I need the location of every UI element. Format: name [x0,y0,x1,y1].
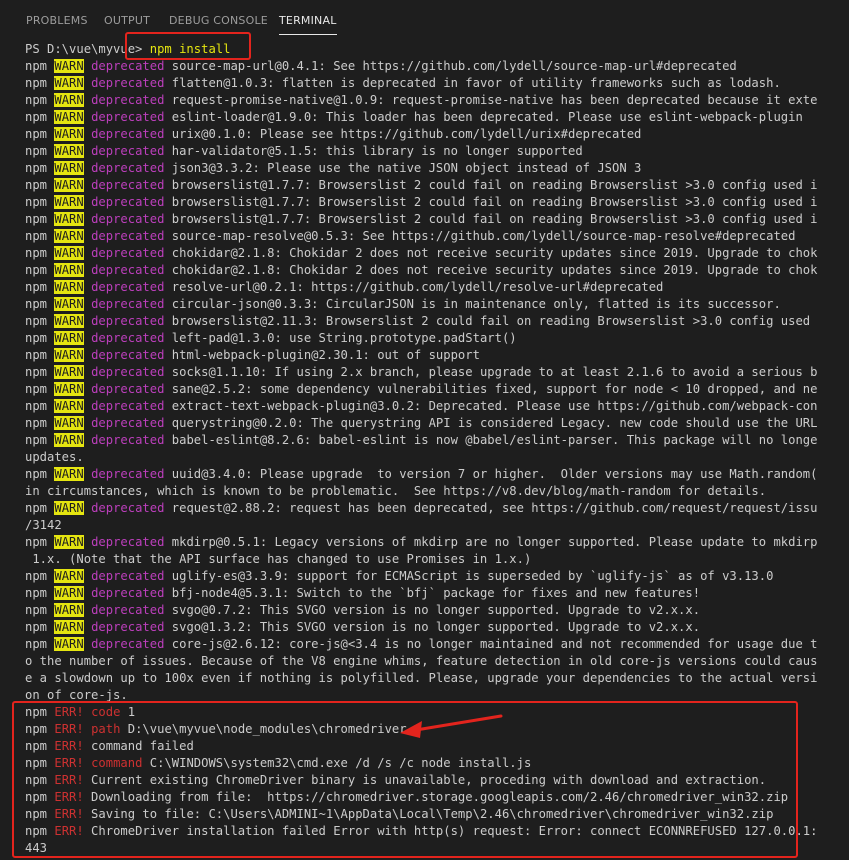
warn-badge: WARN [54,620,84,634]
warn-badge: WARN [54,331,84,345]
warn-badge: WARN [54,127,84,141]
arrow-annotation-icon [398,712,504,742]
deprecated-label: deprecated [91,637,165,651]
err-badge: ERR! [54,824,84,838]
line-text: core-js@2.6.12: core-js@<3.4 is no longer maintained and not recommended for usage due t [164,637,818,651]
npm-label: npm [25,433,48,447]
warn-badge: WARN [54,348,84,362]
prompt-command: npm install [149,42,231,56]
line-text: C:\WINDOWS\system32\cmd.exe /d /s /c node install.js [142,756,532,770]
line-text: request@2.88.2: request has been deprecated, see https://github.com/request/request/issu [164,501,818,515]
npm-label: npm [25,620,48,634]
line-text: chokidar@2.1.8: Chokidar 2 does not receive security updates since 2019. Upgrade to chok [164,263,818,277]
deprecated-label: deprecated [91,467,165,481]
deprecated-label: deprecated [91,59,165,73]
line-text: eslint-loader@1.9.0: This loader has been deprecated. Please use eslint-webpack-plugin [164,110,803,124]
warn-badge: WARN [54,535,84,549]
deprecated-label: deprecated [91,161,165,175]
warn-line [25,313,810,330]
warn-badge: WARN [54,416,84,430]
line-text: circular-json@0.3.3: CircularJSON is in maintenance only, flatted is its successor. [164,297,781,311]
npm-label: npm [25,382,48,396]
warn-line [25,534,817,551]
deprecated-label: deprecated [91,365,165,379]
warn-line [25,347,480,364]
npm-label: npm [25,195,48,209]
npm-label: npm [25,161,48,175]
warn-line [25,194,817,211]
err-badge: ERR! [54,807,84,821]
warn-badge: WARN [54,212,84,226]
line-text: json3@3.3.2: Please use the native JSON object instead of JSON 3 [164,161,642,175]
warn-line [25,296,781,313]
npm-label: npm [25,824,48,838]
warn-badge: WARN [54,59,84,73]
line-text: o the number of issues. Because of the V8 engine whims, feature detection in old core-js versions could caus [25,654,818,668]
deprecated-label: deprecated [91,603,165,617]
warn-line [25,177,817,194]
npm-label: npm [25,399,48,413]
warn-badge: WARN [54,246,84,260]
line-text: 1 [120,705,136,719]
warn-line [25,279,663,296]
npm-label: npm [25,348,48,362]
deprecated-label: deprecated [91,195,165,209]
output-line [25,517,62,534]
line-text: browserslist@1.7.7: Browserslist 2 could fail on reading Browserslist >3.0 config used i [164,195,818,209]
line-text: 1.x. (Note that the API surface has changed to use Promises in 1.x.) [25,552,532,566]
err-badge: ERR! [54,739,84,753]
npm-label: npm [25,297,48,311]
npm-label: npm [25,722,48,736]
warn-line [25,415,817,432]
line-text: command failed [83,739,194,753]
line-text: request-promise-native@1.0.9: request-promise-native has been deprecated because it exte [164,93,818,107]
output-line [25,653,817,670]
warn-line [25,92,817,109]
warn-badge: WARN [54,110,84,124]
line-text: browserslist@1.7.7: Browserslist 2 could fail on reading Browserslist >3.0 config used i [164,212,818,226]
warn-line [25,58,737,75]
npm-label: npm [25,59,48,73]
npm-label: npm [25,127,48,141]
npm-label: npm [25,790,48,804]
npm-label: npm [25,603,48,617]
line-text: flatten@1.0.3: flatten is deprecated in favor of utility frameworks such as lodash. [164,76,781,90]
deprecated-label: deprecated [91,246,165,260]
prompt-path: PS D:\vue\myvue> [25,42,150,56]
npm-label: npm [25,773,48,787]
line-text: D:\vue\myvue\node_modules\chromedriver [120,722,407,736]
deprecated-label: deprecated [91,263,165,277]
command-highlight-box [125,32,251,60]
line-text: source-map-resolve@0.5.3: See https://github.com/lydell/source-map-resolve#deprecated [164,229,796,243]
warn-line [25,330,517,347]
npm-label: npm [25,144,48,158]
line-text: on of core-js. [25,688,128,702]
err-key: command [91,756,143,770]
deprecated-label: deprecated [91,501,165,515]
output-line [25,483,766,500]
line-text: left-pad@1.3.0: use String.prototype.padStart() [164,331,517,345]
warn-badge: WARN [54,144,84,158]
deprecated-label: deprecated [91,569,165,583]
warn-badge: WARN [54,569,84,583]
deprecated-label: deprecated [91,416,165,430]
warn-line [25,381,817,398]
line-text: bfj-node4@5.3.1: Switch to the `bfj` package for fixes and new features! [164,586,701,600]
npm-label: npm [25,331,48,345]
npm-label: npm [25,212,48,226]
npm-label: npm [25,416,48,430]
line-text: socks@1.1.10: If using 2.x branch, please upgrade to at least 2.1.6 to avoid a serious b [164,365,818,379]
warn-badge: WARN [54,365,84,379]
deprecated-label: deprecated [91,297,165,311]
warn-line [25,228,795,245]
warn-badge: WARN [54,195,84,209]
line-text: browserslist@1.7.7: Browserslist 2 could fail on reading Browserslist >3.0 config used i [164,178,818,192]
warn-line [25,364,817,381]
deprecated-label: deprecated [91,331,165,345]
npm-label: npm [25,569,48,583]
line-text: html-webpack-plugin@2.30.1: out of support [164,348,480,362]
deprecated-label: deprecated [91,586,165,600]
err-badge: ERR! [54,756,84,770]
line-text: sane@2.5.2: some dependency vulnerabilities fixed, support for node < 10 dropped, and ne [164,382,818,396]
deprecated-label: deprecated [91,280,165,294]
npm-label: npm [25,535,48,549]
warn-badge: WARN [54,229,84,243]
err-badge: ERR! [54,773,84,787]
line-text: Saving to file: C:\Users\ADMINI~1\AppData\Local\Temp\2.46\chromedriver\chromedriver_win32.zip [83,807,774,821]
deprecated-label: deprecated [91,399,165,413]
line-text: mkdirp@0.5.1: Legacy versions of mkdirp are no longer supported. Please update to mkdirp [164,535,818,549]
err-key: code [91,705,121,719]
warn-badge: WARN [54,297,84,311]
npm-label: npm [25,705,48,719]
warn-line [25,432,817,449]
deprecated-label: deprecated [91,382,165,396]
err-badge: ERR! [54,722,84,736]
deprecated-label: deprecated [91,93,165,107]
deprecated-label: deprecated [91,178,165,192]
err-badge: ERR! [54,705,84,719]
line-text: 443 [25,841,48,855]
warn-badge: WARN [54,93,84,107]
line-text: chokidar@2.1.8: Chokidar 2 does not receive security updates since 2019. Upgrade to chok [164,246,818,260]
warn-badge: WARN [54,637,84,651]
npm-label: npm [25,501,48,515]
line-text: babel-eslint@8.2.6: babel-eslint is now @babel/eslint-parser. This package will no longe [164,433,818,447]
line-text: har-validator@5.1.5: this library is no longer supported [164,144,583,158]
line-text: urix@0.1.0: Please see https://github.com/lydell/urix#deprecated [164,127,642,141]
npm-label: npm [25,178,48,192]
deprecated-label: deprecated [91,620,165,634]
warn-line [25,500,817,517]
err-key: path [91,722,121,736]
npm-label: npm [25,467,48,481]
line-text: ChromeDriver installation failed Error with http(s) request: Error: connect ECONNREFUSED 127.0.0.1: [83,824,818,838]
deprecated-label: deprecated [91,76,165,90]
warn-badge: WARN [54,467,84,481]
warn-line [25,636,817,653]
warn-badge: WARN [54,314,84,328]
npm-label: npm [25,586,48,600]
warn-line [25,398,817,415]
line-text: Downloading from file: https://chromedriver.storage.googleapis.com/2.46/chromedriver_win32.zip [83,790,789,804]
npm-label: npm [25,263,48,277]
err-badge: ERR! [54,790,84,804]
npm-label: npm [25,756,48,770]
line-text: browserslist@2.11.3: Browserslist 2 could fail on reading Browserslist >3.0 config used [164,314,811,328]
warn-badge: WARN [54,76,84,90]
warn-line [25,160,641,177]
line-text: updates. [25,450,84,464]
line-text: uuid@3.4.0: Please upgrade to version 7 or higher. Older versions may use Math.random( [164,467,818,481]
npm-label: npm [25,637,48,651]
npm-label: npm [25,76,48,90]
warn-line [25,568,773,585]
warn-line [25,126,641,143]
line-text: uglify-es@3.3.9: support for ECMAScript is superseded by `uglify-js` as of v3.13.0 [164,569,774,583]
npm-label: npm [25,807,48,821]
warn-line [25,211,817,228]
deprecated-label: deprecated [91,535,165,549]
line-text: extract-text-webpack-plugin@3.0.2: Deprecated. Please use https://github.com/webpack-con [164,399,818,413]
warn-badge: WARN [54,399,84,413]
warn-badge: WARN [54,433,84,447]
warn-badge: WARN [54,161,84,175]
npm-label: npm [25,93,48,107]
output-line [25,551,531,568]
tab-debug-console[interactable]: DEBUG CONSOLE [169,14,268,27]
warn-badge: WARN [54,178,84,192]
deprecated-label: deprecated [91,433,165,447]
warn-line [25,143,583,160]
warn-line [25,585,700,602]
npm-label: npm [25,365,48,379]
line-text: svgo@1.3.2: This SVGO version is no longer supported. Upgrade to v2.x.x. [164,620,701,634]
deprecated-label: deprecated [91,212,165,226]
warn-badge: WARN [54,263,84,277]
line-text: /3142 [25,518,62,532]
line-text: e a slowdown up to 100x even if nothing is polyfilled. Please, upgrade your dependencies to the actual versi [25,671,818,685]
warn-line [25,262,817,279]
npm-label: npm [25,229,48,243]
deprecated-label: deprecated [91,110,165,124]
warn-badge: WARN [54,586,84,600]
line-text: in circumstances, which is known to be problematic. See https://v8.dev/blog/math-random for details. [25,484,767,498]
npm-label: npm [25,246,48,260]
deprecated-label: deprecated [91,127,165,141]
warn-line [25,109,803,126]
npm-label: npm [25,110,48,124]
warn-badge: WARN [54,382,84,396]
line-text: querystring@0.2.0: The querystring API is considered Legacy. new code should use the URL [164,416,818,430]
warn-line [25,245,817,262]
line-text: resolve-url@0.2.1: https://github.com/lydell/resolve-url#deprecated [164,280,664,294]
warn-badge: WARN [54,280,84,294]
npm-label: npm [25,280,48,294]
npm-label: npm [25,739,48,753]
line-text: source-map-url@0.4.1: See https://github.com/lydell/source-map-url#deprecated [164,59,737,73]
deprecated-label: deprecated [91,314,165,328]
deprecated-label: deprecated [91,229,165,243]
warn-badge: WARN [54,603,84,617]
warn-line [25,619,700,636]
warn-line [25,466,817,483]
line-text: svgo@0.7.2: This SVGO version is no longer supported. Upgrade to v2.x.x. [164,603,701,617]
deprecated-label: deprecated [91,348,165,362]
warn-line [25,602,700,619]
deprecated-label: deprecated [91,144,165,158]
tab-terminal[interactable]: TERMINAL [279,14,337,30]
line-text: Current existing ChromeDriver binary is unavailable, proceding with download and extraction. [83,773,767,787]
npm-label: npm [25,314,48,328]
warn-line [25,75,781,92]
output-line [25,670,817,687]
tab-output[interactable]: OUTPUT [104,14,151,27]
output-line [25,449,84,466]
tab-problems[interactable]: PROBLEMS [26,14,88,27]
warn-badge: WARN [54,501,84,515]
